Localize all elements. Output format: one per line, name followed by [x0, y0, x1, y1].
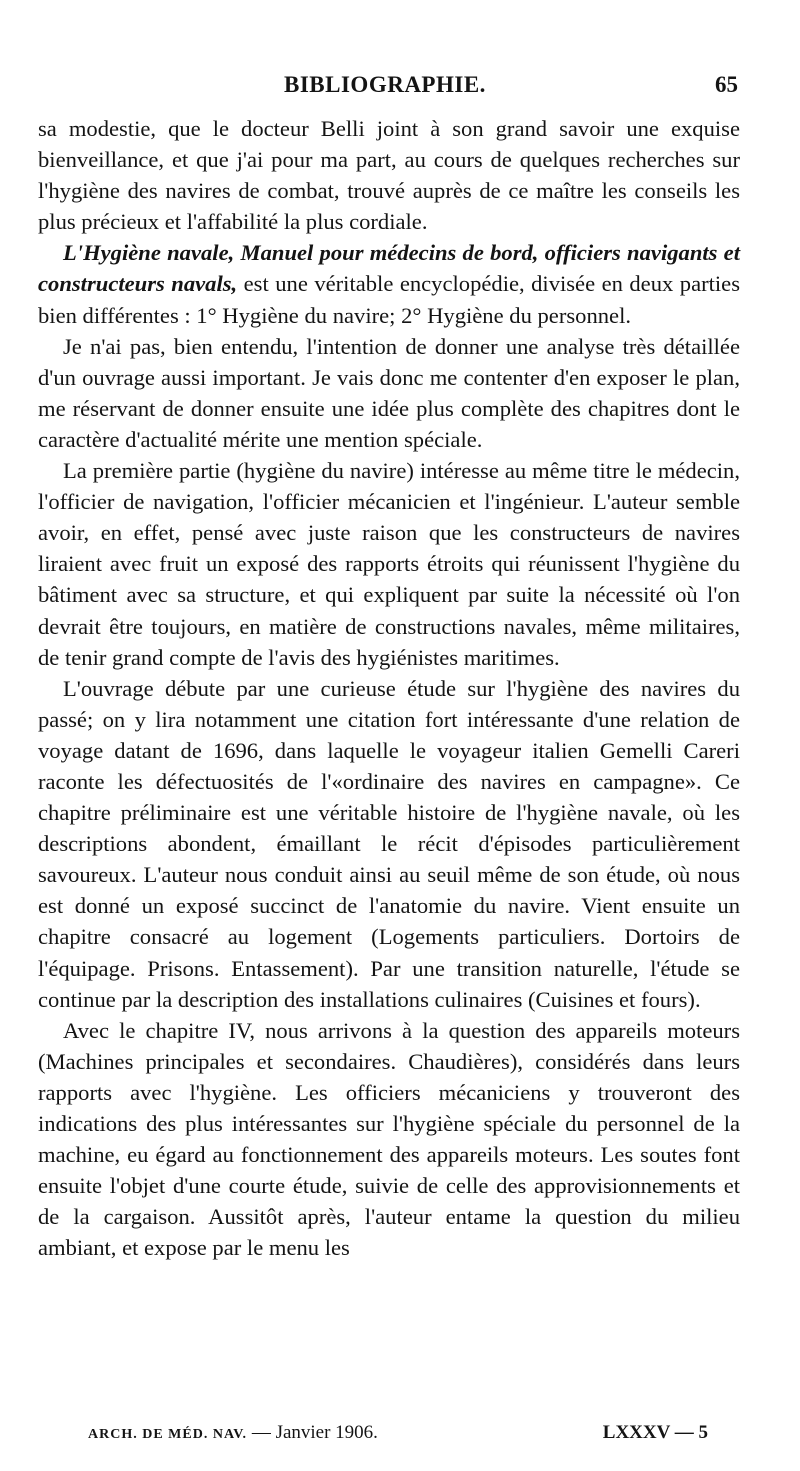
paragraph-1	[38, 113, 740, 237]
footer-date: Janvier 1906.	[275, 1422, 378, 1443]
paragraph-2-text: est une véritable encyclopédie, divisée en deux parties bien différentes : 1° Hygiène du navire; 2° Hygiène du personnel.	[38, 271, 740, 328]
page-number: 65	[715, 72, 738, 97]
paragraph-6-text: Avec le chapitre IV, nous arrivons à la question des appareils moteurs (Machines principales et secondaires. Chaudières), considérés dans leurs rapports avec l'hygiène. Les officiers mécaniciens y trouveront des indications des plus intéressantes sur l'hygiène spéciale du personnel de la machine, eu égard au fonctionnement des appareils moteurs. Les soutes font ensuite l'objet d'une courte étude, suivie de celle des approvisionnements et de la cargaison. Aussitôt après, l'auteur entame la question du milieu ambiant, et expose par le menu les	[38, 1017, 740, 1261]
footer-volume: LXXXV — 5	[602, 1422, 708, 1443]
page-footer	[88, 1422, 708, 1452]
article-body	[38, 113, 740, 1263]
paragraph-3-text: Je n'ai pas, bien entendu, l'intention de donner une analyse très détaillée d'un ouvrage aussi important. Je vais donc me contenter d'en exposer le plan, me réservant de donner ensuite une idée plus complète des chapitres dont le caractère d'actualité mérite une mention spéciale.	[38, 333, 740, 452]
page-header	[38, 68, 738, 104]
paragraph-4-text: La première partie (hygiène du navire) intéresse au même titre le médecin, l'officier de navigation, l'officier mécanicien et l'ingénieur. L'auteur semble avoir, en effet, pensé avec juste raison que les constructeurs de navires liraient avec fruit un exposé des rapports étroits qui réunissent l'hygiène du bâtiment avec sa structure, et qui expliquent par suite la nécessité où l'on devrait être toujours, en matière de constructions navales, même militaires, de tenir grand compte de l'avis des hygiénistes maritimes.	[38, 458, 740, 670]
paragraph-2	[38, 237, 740, 330]
paragraph-4	[38, 455, 740, 673]
book-title: L'Hygiène navale, Manuel pour médecins de bord, officiers navigants et constructeurs navals,	[38, 240, 740, 297]
footer-separator: —	[247, 1422, 276, 1443]
paragraph-1-text: sa modestie, que le docteur Belli joint à son grand savoir une exquise bienveillance, et que j'ai pour ma part, au cours de quelques recherches sur l'hygiène des navires de combat, trouvé auprès de ce maître les conseils les plus précieux et l'affabilité la plus cordiale.	[38, 116, 740, 235]
footer-journal: ARCH. DE MÉD. NAV.	[88, 1427, 248, 1442]
running-title: BIBLIOGRAPHIE.	[284, 72, 486, 97]
paragraph-5	[38, 673, 740, 1015]
paragraph-3	[38, 331, 740, 455]
paragraph-6	[38, 1015, 740, 1264]
footer-citation	[88, 1422, 378, 1444]
paragraph-5-text: L'ouvrage débute par une curieuse étude sur l'hygiène des navires du passé; on y lira notamment une citation fort intéressante d'une relation de voyage datant de 1696, dans laquelle le voyageur italien Gemelli Careri raconte les défectuosités de l'«ordinaire des navires en campagne». Ce chapitre préliminaire est une véritable histoire de l'hygiène navale, où les descriptions abondent, émaillant le récit d'épisodes particulièrement savoureux. L'auteur nous conduit ainsi au seuil même de son étude, où nous est donné un exposé succinct de l'anatomie du navire. Vient ensuite un chapitre consacré au logement (Logements particuliers. Dortoirs de l'équipage. Prisons. Entassement). Par une transition naturelle, l'étude se continue par la description des installations culinaires (Cuisines et fours).	[38, 675, 740, 1012]
